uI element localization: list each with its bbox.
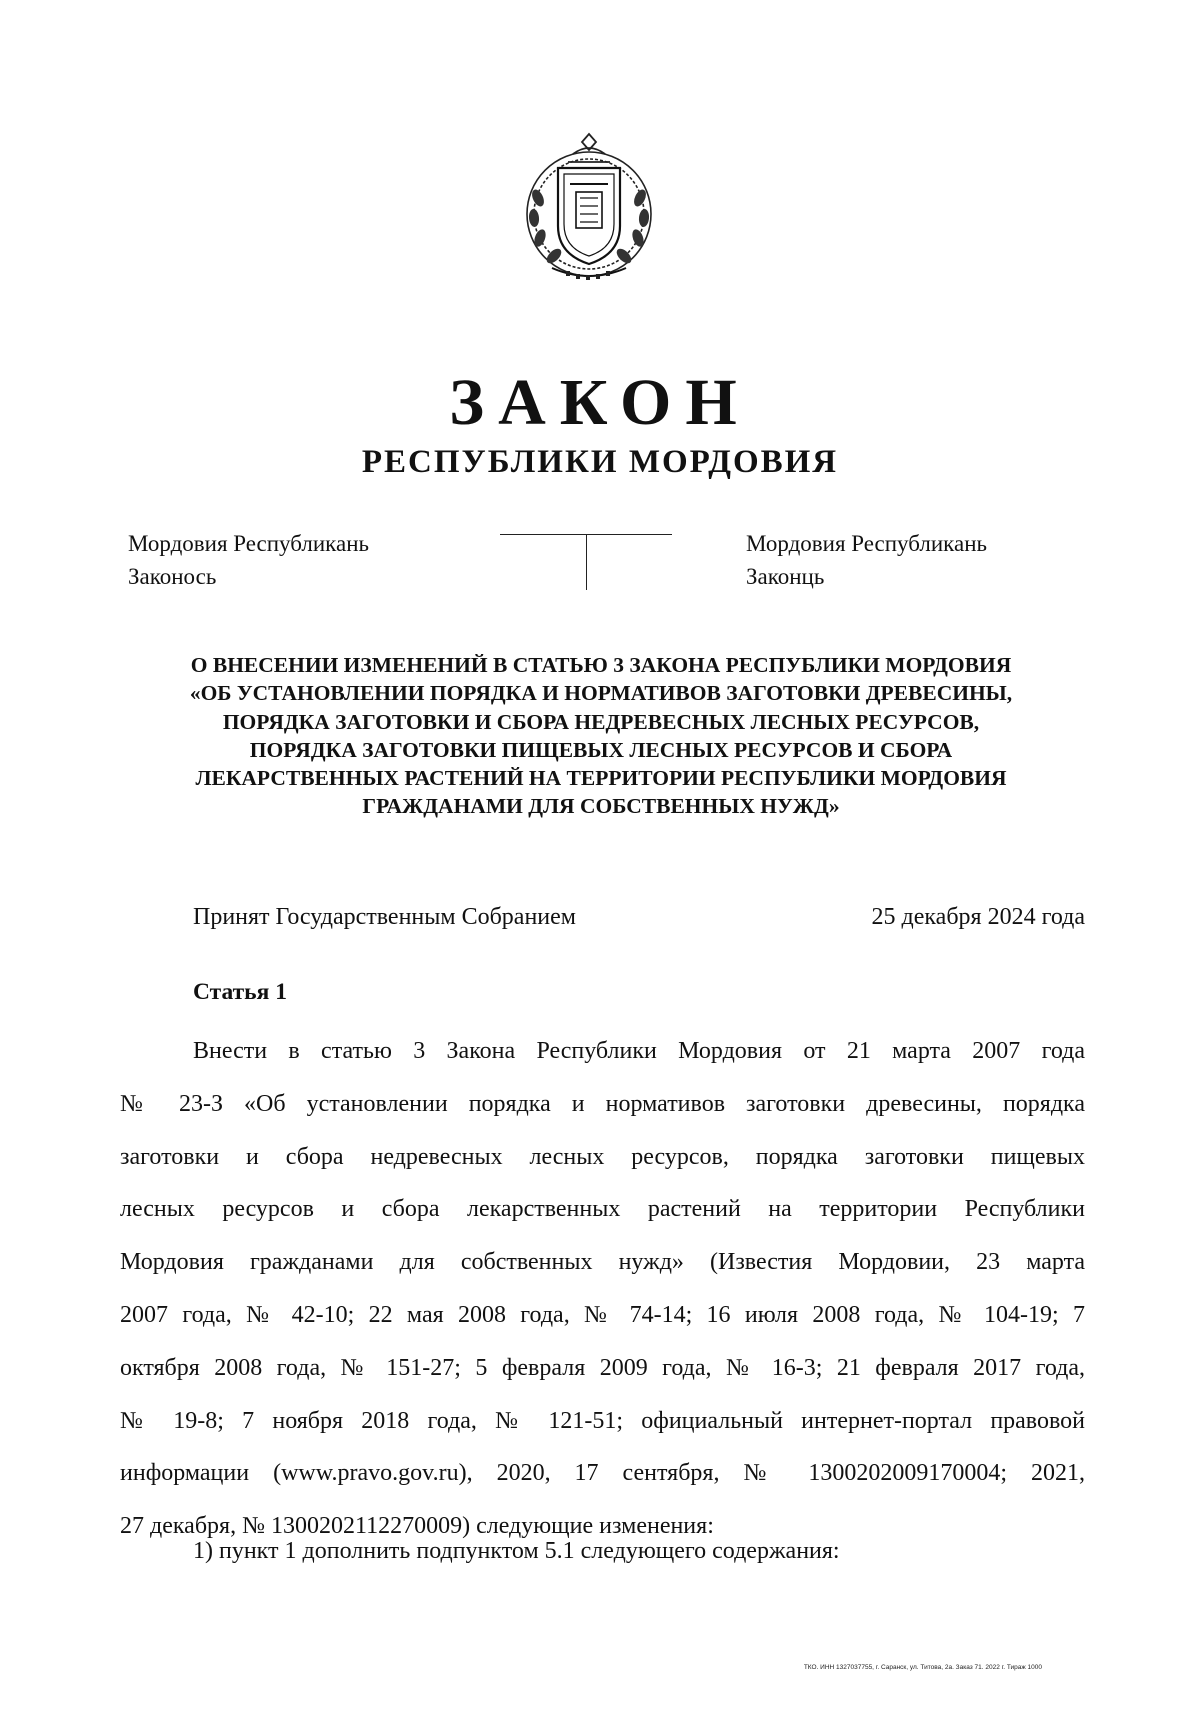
article-body-line: информации (www.pravo.gov.ru), 2020, 17 сентября, № 1300202009170004; 2021, bbox=[120, 1460, 1085, 1487]
adoption-text: Принят Государственным Собранием bbox=[193, 904, 576, 930]
adoption-date: 25 декабря 2024 года bbox=[871, 904, 1085, 930]
law-heading-line: ГРАЖДАНАМИ ДЛЯ СОБСТВЕННЫХ НУЖД» bbox=[362, 794, 840, 819]
law-heading bbox=[120, 651, 1082, 821]
law-heading-line: О ВНЕСЕНИИ ИЗМЕНЕНИЙ В СТАТЬЮ 3 ЗАКОНА РЕСПУБЛИКИ МОРДОВИЯ bbox=[190, 653, 1012, 677]
article-body-line: 27 декабря, № 1300202112270009) следующие изменения: bbox=[120, 1513, 714, 1540]
article-body-line: Мордовия гражданами для собственных нужд» (Известия Мордовии, 23 марта bbox=[120, 1249, 1085, 1276]
bilingual-left-line: Мордовия Республикань bbox=[128, 531, 370, 556]
bilingual-title-left bbox=[128, 527, 369, 593]
law-heading-line: «ОБ УСТАНОВЛЕНИИ ПОРЯДКА И НОРМАТИВОВ ЗАГОТОВКИ ДРЕВЕСИНЫ, bbox=[189, 681, 1013, 706]
document-subtitle: РЕСПУБЛИКИ МОРДОВИЯ bbox=[361, 444, 839, 480]
article-body-line: 2007 года, № 42-10; 22 мая 2008 года, № 74-14; 16 июля 2008 года, № 104-19; 7 bbox=[120, 1301, 1085, 1328]
article-body-line: № 19-8; 7 ноября 2018 года, № 121-51; официальный интернет-портал правовой bbox=[120, 1407, 1085, 1434]
article-body-line: Внести в статью 3 Закона Республики Мордовия от 21 марта 2007 года bbox=[193, 1038, 1085, 1064]
article-body-line: заготовки и сбора недревесных лесных ресурсов, порядка заготовки пищевых bbox=[120, 1143, 1085, 1170]
law-heading-line: ПОРЯДКА ЗАГОТОВКИ ПИЩЕВЫХ ЛЕСНЫХ РЕСУРСОВ И СБОРА bbox=[249, 737, 953, 762]
divider-vertical-line bbox=[586, 534, 587, 590]
article-title: Статья 1 bbox=[193, 979, 287, 1005]
article-body bbox=[120, 1025, 1085, 1553]
bilingual-right-line: Законць bbox=[746, 564, 825, 589]
bilingual-title-right bbox=[746, 527, 987, 593]
document-title: ЗАКОН bbox=[449, 366, 751, 439]
print-info: ТКО. ИНН 1327037755, г. Саранск, ул. Титова, 2а. Заказ 71. 2022 г. Тираж 1000 bbox=[803, 1664, 1042, 1671]
article-item-1: 1) пункт 1 дополнить подпунктом 5.1 следующего содержания: bbox=[193, 1538, 840, 1564]
article-body-line: октября 2008 года, № 151-27; 5 февраля 2009 года, № 16-3; 21 февраля 2017 года, bbox=[120, 1354, 1085, 1381]
bilingual-right-line: Мордовия Республикань bbox=[746, 531, 988, 556]
law-heading-line: ЛЕКАРСТВЕННЫХ РАСТЕНИЙ НА ТЕРРИТОРИИ РЕСПУБЛИКИ МОРДОВИЯ bbox=[195, 766, 1007, 791]
bilingual-left-line: Законось bbox=[128, 564, 217, 589]
law-heading-line: ПОРЯДКА ЗАГОТОВКИ И СБОРА НЕДРЕВЕСНЫХ ЛЕСНЫХ РЕСУРСОВ, bbox=[222, 709, 980, 734]
registration-number-divider bbox=[500, 534, 672, 590]
article-body-line: лесных ресурсов и сбора лекарственных растений на территории Республики bbox=[120, 1196, 1085, 1223]
article-body-line: № 23-З «Об установлении порядка и нормативов заготовки древесины, порядка bbox=[120, 1090, 1085, 1117]
coat-of-arms-icon bbox=[518, 128, 660, 288]
